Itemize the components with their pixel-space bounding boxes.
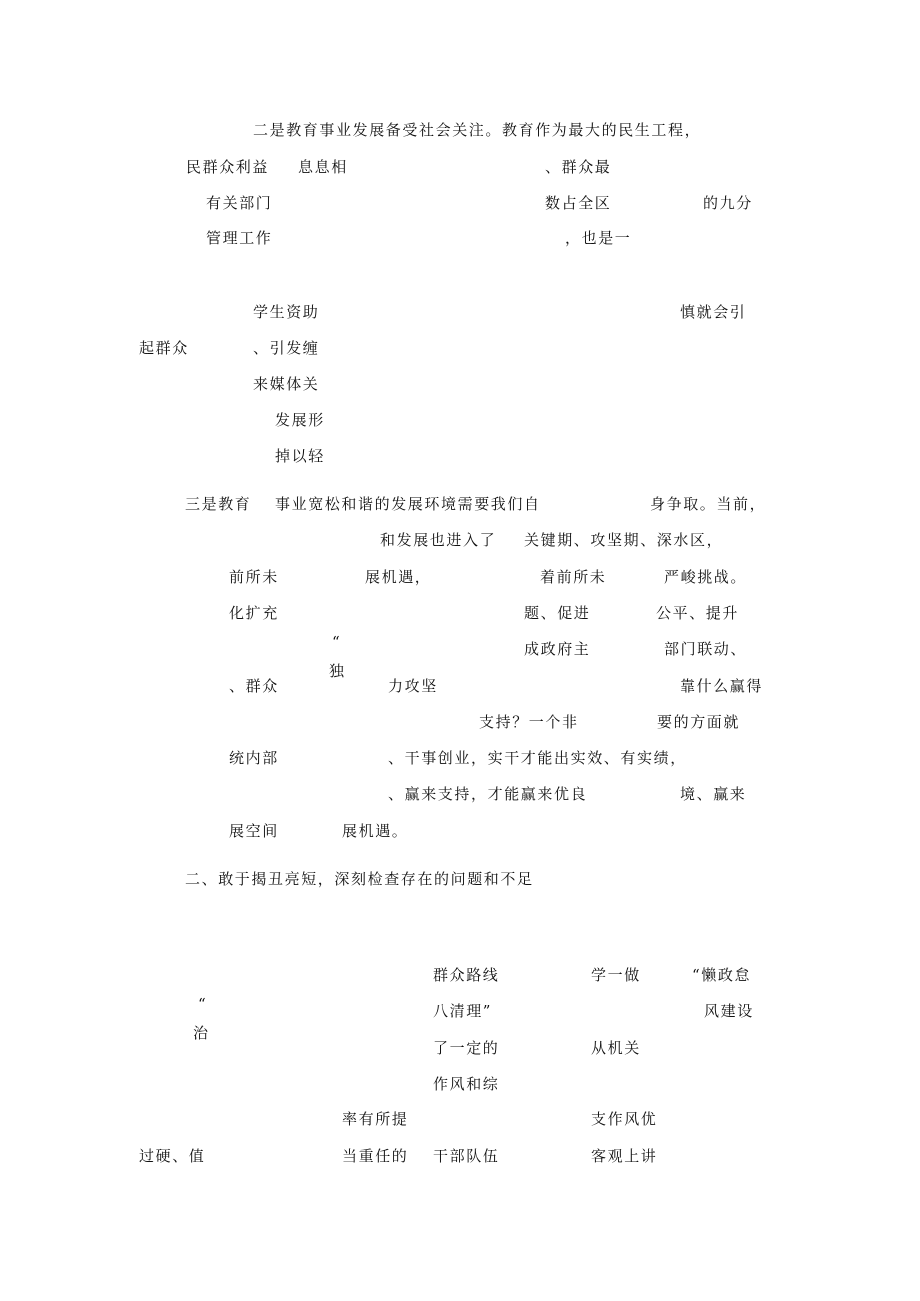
text-fragment: 身争取。当前，	[650, 495, 767, 513]
text-fragment: 成政府主	[524, 640, 591, 658]
text-fragment: 展机遇，	[365, 568, 432, 586]
section-heading: 二、敢于揭丑亮短，深刻检查存在的问题和不足	[185, 870, 534, 888]
text-fragment: 公平、提升	[656, 604, 740, 622]
text-fragment: “懒政怠	[692, 966, 752, 984]
text-fragment: 着前所未	[540, 568, 607, 586]
text-fragment: 部门联动、	[664, 640, 748, 658]
text-fragment: 率有所提	[342, 1110, 409, 1128]
text-fragment: 民群众利益	[186, 158, 270, 176]
text-fragment: 、干事创业，实干才能出实效、有实绩，	[388, 749, 687, 767]
text-fragment: 题、促进	[524, 604, 591, 622]
text-fragment: 支作风优	[591, 1110, 658, 1128]
text-fragment: 支持？一个非	[479, 713, 579, 731]
text-fragment: 三是教育	[185, 495, 252, 513]
text-fragment: 要的方面就	[657, 713, 741, 731]
text-fragment: 发展形	[275, 411, 325, 429]
text-fragment: ，也是一	[565, 229, 632, 247]
text-fragment: 当重任的	[342, 1147, 409, 1165]
text-fragment: 、群众最	[545, 158, 612, 176]
text-fragment: 展机遇。	[342, 822, 409, 840]
text-fragment: 严峻挑战。	[664, 568, 748, 586]
text-fragment: 、引发缠	[253, 339, 320, 357]
text-fragment: 客观上讲	[591, 1147, 658, 1165]
text-fragment: “	[198, 995, 208, 1013]
text-fragment: 独	[329, 662, 346, 680]
text-fragment: 干部队伍	[433, 1147, 500, 1165]
text-fragment: 群众路线	[433, 966, 500, 984]
text-fragment: 从机关	[591, 1039, 641, 1057]
text-fragment: 慎就会引	[680, 303, 747, 321]
text-fragment: 境、赢来	[680, 785, 747, 803]
text-fragment: 八清理”	[433, 1002, 493, 1020]
text-fragment: 掉以轻	[275, 447, 325, 465]
text-fragment: 数占全区	[545, 194, 612, 212]
text-fragment: 的九分	[703, 194, 753, 212]
text-fragment: 学生资助	[253, 303, 320, 321]
text-fragment: 过硬、值	[139, 1147, 206, 1165]
text-fragment: 治	[193, 1024, 210, 1042]
text-fragment: 来媒体关	[253, 375, 320, 393]
text-fragment: 展空间	[229, 822, 279, 840]
text-fragment: 管理工作	[206, 229, 273, 247]
text-fragment: 前所未	[229, 568, 279, 586]
text-fragment: 、群众	[229, 677, 279, 695]
text-fragment: 起群众	[139, 339, 189, 357]
text-fragment: 二是教育事业发展备受社会关注。教育作为最大的民生工程，	[253, 121, 702, 139]
text-fragment: 和发展也进入了	[380, 531, 497, 549]
text-fragment: 了一定的	[433, 1039, 500, 1057]
text-fragment: 化扩充	[229, 604, 279, 622]
text-fragment: 有关部门	[206, 194, 273, 212]
text-fragment: 靠什么赢得	[680, 677, 764, 695]
text-fragment: 事业宽松和谐的发展环境需要我们自	[275, 495, 541, 513]
text-fragment: 作风和综	[433, 1075, 500, 1093]
text-fragment: 风建设	[704, 1002, 754, 1020]
text-fragment: 学一做	[591, 966, 641, 984]
text-fragment: “	[332, 633, 342, 651]
text-fragment: 、赢来支持，才能赢来优良	[388, 785, 588, 803]
text-fragment: 关键期、攻坚期、深水区，	[524, 531, 724, 549]
text-fragment: 统内部	[229, 749, 279, 767]
text-fragment: 力攻坚	[388, 677, 438, 695]
text-fragment: 息息相	[298, 158, 348, 176]
